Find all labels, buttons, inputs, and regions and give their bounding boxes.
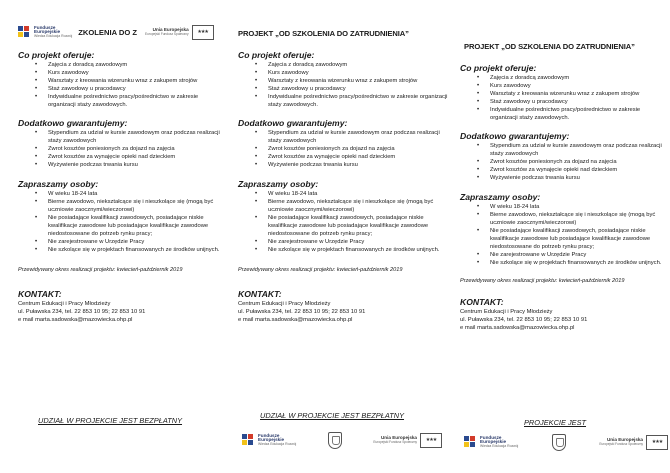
list-item: • Staż zawodowy u pracodawcy — [268, 85, 448, 93]
invite-list — [18, 190, 220, 254]
list-item: • Nie szkolące się w projektach finansowanych ze środków unijnych. — [268, 246, 448, 254]
contact-email: e mail marta.sadowska@mazowiecka.ohp.pl — [18, 317, 133, 323]
list-item: • Nie zarejestrowane w Urzędzie Pracy — [490, 251, 668, 259]
header-title-fragment: ZKOLENIA DO Z — [78, 27, 138, 37]
offer-heading: Co projekt oferuje: — [18, 50, 95, 60]
fe-logo-line3: Wiedza Edukacja Rozwój — [258, 441, 297, 446]
list-item: • Warsztaty z kreowania wizerunku wraz z zakupem strojów — [48, 77, 220, 85]
list-item: • Zajęcia z doradcą zawodowym — [268, 61, 448, 69]
eu-flag-icon: ★★★ — [192, 25, 214, 40]
ue-logo-line2: Europejski Fundusz Społeczny — [599, 441, 643, 446]
list-item: • Zajęcia z doradcą zawodowym — [48, 61, 220, 69]
list-item: • Warsztaty z kreowania wizerunku wraz z zakupem strojów — [268, 77, 448, 85]
footer-free-participation: UDZIAŁ W PROJEKCIE JEST BEZPŁATNY — [38, 416, 183, 425]
invite-heading: Zapraszamy osoby: — [18, 179, 99, 189]
logo-strip — [242, 428, 442, 452]
invite-heading: Zapraszamy osoby: — [460, 192, 541, 202]
list-item: • Stypendium za udział w kursie zawodowym oraz podczas realizacji staży zawodowych — [268, 129, 448, 145]
offer-heading: Co projekt oferuje: — [238, 50, 315, 60]
list-item: • Nie posiadające kwalifikacji zawodowych, posiadające niskie kwalifikacje zawodowe lub posiadające kwalifikacje zawodowe niedostosowane do potrzeb rynku pracy; — [48, 214, 220, 238]
list-item: • Staż zawodowy u pracodawcy — [48, 85, 220, 93]
contact-heading: KONTAKT: — [238, 289, 282, 299]
logo-strip — [18, 20, 222, 44]
fe-flag-icon — [464, 436, 478, 448]
fe-logo-line3: Wiedza Edukacja Rozwój — [34, 33, 73, 38]
list-item: • Zwrot kosztów za wynajęcie opieki nad dzieckiem — [48, 153, 220, 161]
list-item: • W wieku 18-24 lata — [490, 203, 668, 211]
invite-list — [460, 203, 668, 267]
fundusze-europejskie-logo — [18, 26, 72, 39]
list-item: • W wieku 18-24 lata — [48, 190, 220, 198]
list-item: • Wyżywienie podczas trwania kursu — [48, 161, 220, 169]
fe-logo-line2: Europejskie — [480, 439, 507, 445]
leaflet-panel-middle — [228, 0, 450, 473]
header-title: PROJEKT „OD SZKOLENIA DO ZATRUDNIENIA” — [238, 29, 409, 38]
contact-heading: KONTAKT: — [460, 297, 504, 307]
eu-flag-icon: ★★★ — [420, 433, 442, 448]
project-period: Przewidywany okres realizacji projektu: kwiecień-październik 2019 — [238, 267, 403, 273]
offer-list — [18, 61, 220, 109]
contact-org: Centrum Edukacji i Pracy Młodzieży — [238, 301, 331, 307]
project-period: Przewidywany okres realizacji projektu: kwiecień-październik 2019 — [18, 267, 183, 273]
list-item: • Nie zarejestrowane w Urzędzie Pracy — [268, 238, 448, 246]
ue-logo-line2: Europejski Fundusz Społeczny — [373, 439, 417, 444]
list-item: • Indywidualne pośrednictwo pracy/pośrednictwo w zakresie organizacji staży zawodowych. — [48, 93, 220, 109]
guaranteed-heading: Dodatkowo gwarantujemy: — [18, 118, 128, 128]
fundusze-europejskie-logo — [464, 436, 518, 449]
list-item: • Bierne zawodowo, niekształcące się i nieszkolące się (mogą być uczniowie zaocznymi/wieczorowi) — [268, 198, 448, 214]
coat-of-arms-icon — [328, 432, 342, 449]
list-item: • Zajęcia z doradcą zawodowym — [490, 74, 668, 82]
list-item: • Wyżywienie podczas trwania kursu — [268, 161, 448, 169]
fe-logo-line1: Fundusze — [480, 434, 502, 440]
list-item: • Zwrot kosztów za wynajęcie opieki nad dzieckiem — [268, 153, 448, 161]
guaranteed-list — [18, 129, 220, 169]
list-item: • Nie zarejestrowane w Urzędzie Pracy — [48, 238, 220, 246]
fe-flag-icon — [242, 434, 256, 446]
offer-list — [460, 74, 668, 122]
contact-email: e mail marta.sadowska@mazowiecka.ohp.pl — [460, 325, 575, 331]
header-title: PROJEKT „OD SZKOLENIA DO ZATRUDNIENIA” — [464, 42, 635, 51]
contact-org: Centrum Edukacji i Pracy Młodzieży — [18, 301, 111, 307]
ue-logo-line1: Unia Europejska — [380, 435, 417, 441]
footer-free-participation: PROJEKCIE JEST — [524, 418, 587, 427]
guaranteed-heading: Dodatkowo gwarantujemy: — [460, 131, 570, 141]
leaflet-content — [460, 63, 668, 332]
list-item: • Zwrot kosztów poniesionych za dojazd na zajęcia — [268, 145, 448, 153]
ue-logo-line1: Unia Europejska — [606, 437, 643, 443]
invite-list — [238, 190, 448, 254]
list-item: • Stypendium za udział w kursie zawodowym oraz podczas realizacji staży zawodowych — [490, 142, 668, 158]
offer-list — [238, 61, 448, 109]
list-item: • Staż zawodowy u pracodawcy — [490, 98, 668, 106]
contact-address: ul. Puławska 234, tel. 22 853 10 95; 22 853 10 91 — [238, 309, 366, 315]
fe-logo-line2: Europejskie — [34, 29, 61, 35]
leaflet-panel-left — [0, 0, 222, 473]
unia-europejska-logo — [145, 25, 214, 40]
contact-org: Centrum Edukacji i Pracy Młodzieży — [460, 309, 553, 315]
fe-logo-line3: Wiedza Edukacja Rozwój — [480, 443, 519, 448]
contact-address: ul. Puławska 234, tel. 22 853 10 95; 22 853 10 91 — [18, 309, 146, 315]
list-item: • Nie posiadające kwalifikacji zawodowych, posiadające niskie kwalifikacje zawodowe lub posiadające kwalifikacje zawodowe niedostosowane do potrzeb rynku pracy; — [490, 227, 668, 251]
list-item: • Zwrot kosztów za wynajęcie opieki nad dzieckiem — [490, 166, 668, 174]
list-item: • Zwrot kosztów poniesionych za dojazd na zajęcia — [48, 145, 220, 153]
list-item: • Nie szkolące się w projektach finansowanych ze środków unijnych. — [490, 259, 668, 267]
invite-heading: Zapraszamy osoby: — [238, 179, 319, 189]
leaflet-content — [18, 50, 220, 324]
guaranteed-heading: Dodatkowo gwarantujemy: — [238, 118, 348, 128]
leaflet-content — [238, 50, 448, 324]
list-item: • Bierne zawodowo, niekształcące się i nieszkolące się (mogą być uczniowie zaocznymi/wieczorowi) — [490, 211, 668, 227]
project-period: Przewidywany okres realizacji projektu: kwiecień-październik 2019 — [460, 278, 625, 284]
guaranteed-list — [460, 142, 668, 182]
fe-logo-line1: Fundusze — [34, 24, 56, 30]
list-item: • Indywidualne pośrednictwo pracy/pośrednictwo w zakresie organizacji staży zawodowych. — [490, 106, 668, 122]
contact-email: e mail marta.sadowska@mazowiecka.ohp.pl — [238, 317, 353, 323]
list-item: • Zwrot kosztów poniesionych za dojazd na zajęcia — [490, 158, 668, 166]
fundusze-europejskie-logo — [242, 434, 296, 447]
logo-strip — [464, 430, 668, 454]
list-item: • W wieku 18-24 lata — [268, 190, 448, 198]
list-item: • Wyżywienie podczas trwania kursu — [490, 174, 668, 182]
list-item: • Nie posiadające kwalifikacji zawodowych, posiadające niskie kwalifikacje zawodowe lub posiadające kwalifikacje zawodowe niedostosowane do potrzeb rynku pracy; — [268, 214, 448, 238]
list-item: • Warsztaty z kreowania wizerunku wraz z zakupem strojów — [490, 90, 668, 98]
eu-flag-icon: ★★★ — [646, 435, 668, 450]
footer-free-participation: UDZIAŁ W PROJEKCIE JEST BEZPŁATNY — [260, 411, 405, 420]
list-item: • Nie szkolące się w projektach finansowanych ze środków unijnych. — [48, 246, 220, 254]
unia-europejska-logo — [373, 433, 442, 448]
fe-flag-icon — [18, 26, 32, 38]
fe-logo-line1: Fundusze — [258, 432, 280, 438]
ue-logo-line2: Europejski Fundusz Społeczny — [145, 31, 189, 36]
contact-heading: KONTAKT: — [18, 289, 62, 299]
list-item: • Bierne zawodowo, niekształcące się i nieszkolące się (mogą być uczniowie zaocznymi/wieczorowi) — [48, 198, 220, 214]
coat-of-arms-icon — [552, 434, 566, 451]
offer-heading: Co projekt oferuje: — [460, 63, 537, 73]
leaflet-panel-right — [452, 0, 670, 473]
list-item: • Kurs zawodowy — [48, 69, 220, 77]
unia-europejska-logo — [599, 435, 668, 450]
list-item: • Indywidualne pośrednictwo pracy/pośrednictwo w zakresie organizacji staży zawodowych. — [268, 93, 448, 109]
list-item: • Kurs zawodowy — [268, 69, 448, 77]
ue-logo-line1: Unia Europejska — [152, 27, 189, 33]
fe-logo-line2: Europejskie — [258, 437, 285, 443]
list-item: • Stypendium za udział w kursie zawodowym oraz podczas realizacji staży zawodowych — [48, 129, 220, 145]
list-item: • Kurs zawodowy — [490, 82, 668, 90]
contact-address: ul. Puławska 234, tel. 22 853 10 95; 22 853 10 91 — [460, 317, 588, 323]
guaranteed-list — [238, 129, 448, 169]
